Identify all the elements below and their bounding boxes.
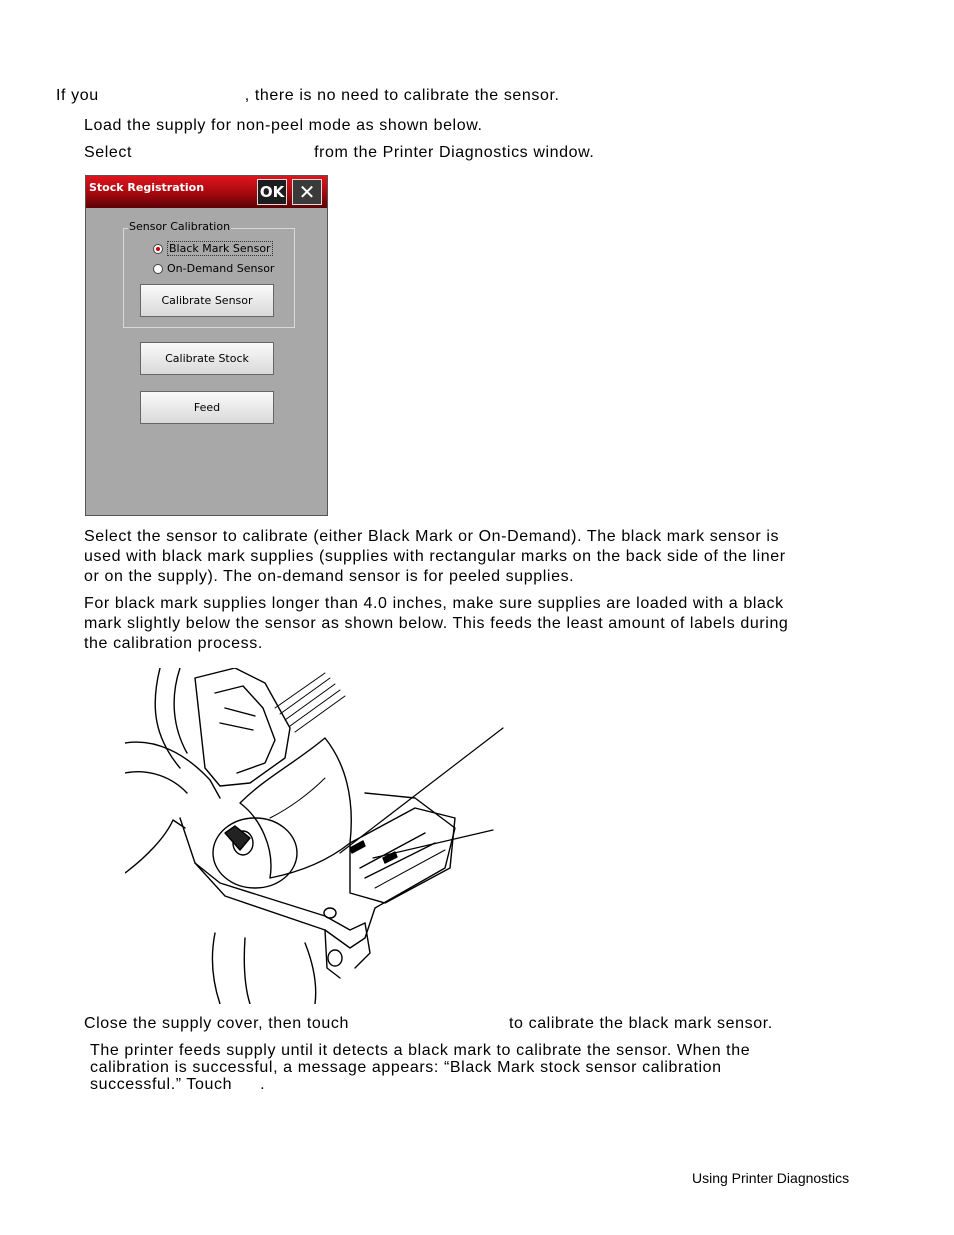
close-cover-b: to calibrate the black mark sensor. xyxy=(509,1015,773,1032)
close-icon[interactable]: ✕ xyxy=(292,179,322,205)
feeds-paragraph xyxy=(90,1042,750,1093)
radio-unchecked-icon[interactable] xyxy=(153,264,163,274)
sensor-paragraph-l3: or on the supply). The on-demand sensor is for peeled supplies. xyxy=(84,568,575,585)
dialog-titlebar xyxy=(86,176,327,208)
printer-illustration xyxy=(125,668,505,1004)
radio-on-demand[interactable] xyxy=(153,262,274,275)
radio-on-demand-label: On-Demand Sensor xyxy=(167,262,275,275)
feed-button[interactable]: Feed xyxy=(140,391,274,424)
step-select-a: Select xyxy=(84,144,133,161)
group-label: Sensor Calibration xyxy=(129,220,231,233)
ok-button[interactable]: OK xyxy=(257,179,287,205)
calibrate-sensor-button[interactable]: Calibrate Sensor xyxy=(140,284,274,317)
printer-body-line xyxy=(125,742,220,798)
feeds-paragraph-l1: The printer feeds supply until it detects a black mark to calibrate the sensor. When the xyxy=(90,1042,751,1059)
black-mark-paragraph-l1: For black mark supplies longer than 4.0 inches, make sure supplies are loaded with a black xyxy=(84,595,784,612)
step-load-supply: Load the supply for non-peel mode as shown below. xyxy=(84,117,483,134)
radio-black-mark-label: Black Mark Sensor xyxy=(169,242,271,255)
intro-text-a: If you xyxy=(56,87,99,104)
page-footer: Using Printer Diagnostics xyxy=(692,1170,850,1186)
radio-checked-icon[interactable] xyxy=(153,244,163,254)
feeds-paragraph-l3 xyxy=(90,1076,750,1093)
close-cover-a: Close the supply cover, then touch xyxy=(84,1015,349,1032)
dialog-title: Stock Registration xyxy=(89,181,205,194)
intro-text-b: , there is no need to calibrate the sensor. xyxy=(244,87,560,104)
sensor-paragraph-l2: used with black mark supplies (supplies with rectangular marks on the back side of the liner xyxy=(84,548,786,565)
feeds-paragraph-l2: calibration is successful, a message appears: “Black Mark stock sensor calibration xyxy=(90,1059,722,1076)
black-mark-paragraph-l2: mark slightly below the sensor as shown below. This feeds the least amount of labels during xyxy=(84,615,789,632)
radio-black-mark[interactable] xyxy=(153,241,273,256)
feeds-paragraph-l3a: successful.” Touch xyxy=(90,1076,233,1093)
black-mark-paragraph-l3: the calibration process. xyxy=(84,635,263,652)
step-select-b: from the Printer Diagnostics window. xyxy=(314,144,595,161)
stock-registration-dialog xyxy=(85,175,328,516)
intro-line-1 xyxy=(56,86,560,106)
step-select xyxy=(84,143,594,163)
feeds-paragraph-l3b: . xyxy=(260,1076,266,1093)
calibrate-stock-button[interactable]: Calibrate Stock xyxy=(140,342,274,375)
sensor-paragraph-l1: Select the sensor to calibrate (either Black Mark or On-Demand). The black mark sensor is xyxy=(84,528,780,545)
close-cover-step xyxy=(84,1014,773,1034)
black-mark-paragraph xyxy=(84,594,788,654)
sensor-paragraph xyxy=(84,527,786,587)
